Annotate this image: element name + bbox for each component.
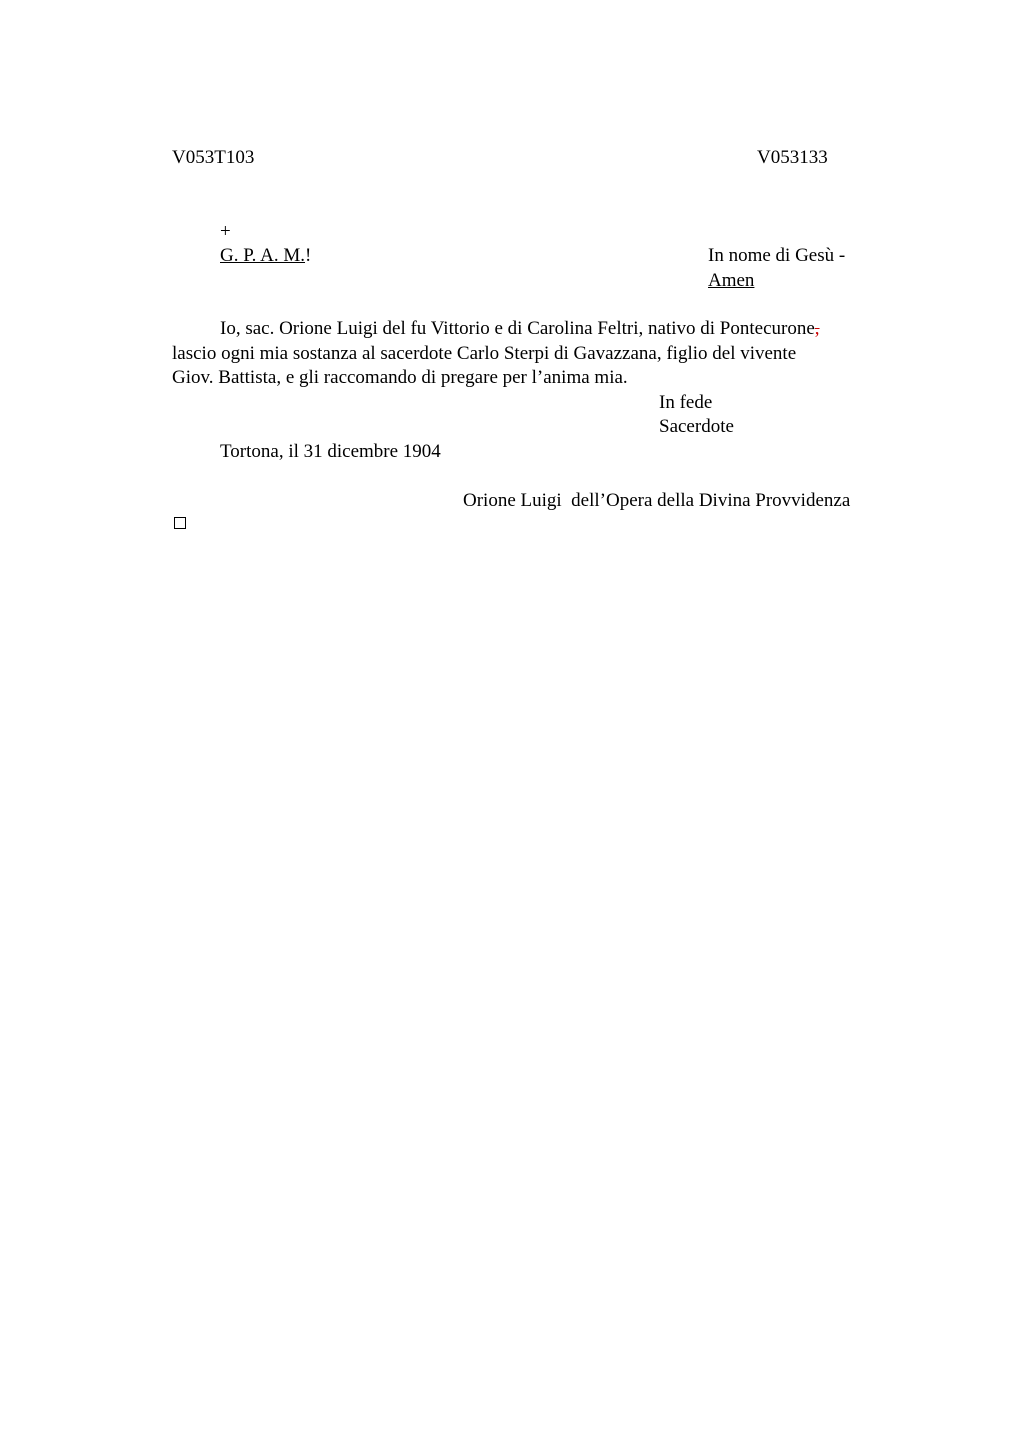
document-code-left: V053T103 (172, 147, 255, 168)
body-line-2: lascio ogni mia sostanza al sacerdote Carlo Sterpi di Gavazzana, figlio del vivente (172, 343, 797, 364)
empty-square-icon (174, 517, 186, 529)
document-code-right: V053133 (757, 147, 828, 168)
invocation-abbrev (220, 244, 311, 268)
struck-comma: , (814, 318, 820, 339)
sacerdote-text: Sacerdote (659, 416, 734, 437)
invocation-abbrev-text: G. P. A. M. (220, 245, 305, 266)
body-line-1-text: Io, sac. Orione Luigi del fu Vittorio e di Carolina Feltri, nativo di Pontecurone (220, 318, 815, 339)
cross-symbol: + (220, 221, 231, 242)
in-fede-text: In fede (659, 392, 713, 413)
invocation-right-line1: In nome di Gesù - (708, 245, 846, 266)
invocation-abbrev-suffix: ! (305, 245, 312, 266)
body-line-1 (220, 317, 820, 341)
body-line-3: Giov. Battista, e gli raccomando di pregare per l’anima mia. (172, 367, 628, 388)
invocation-right-line2: Amen (708, 270, 755, 291)
place-date: Tortona, il 31 dicembre 1904 (220, 441, 441, 462)
signature-line: Orione Luigi dell’Opera della Divina Provvidenza (463, 490, 851, 511)
